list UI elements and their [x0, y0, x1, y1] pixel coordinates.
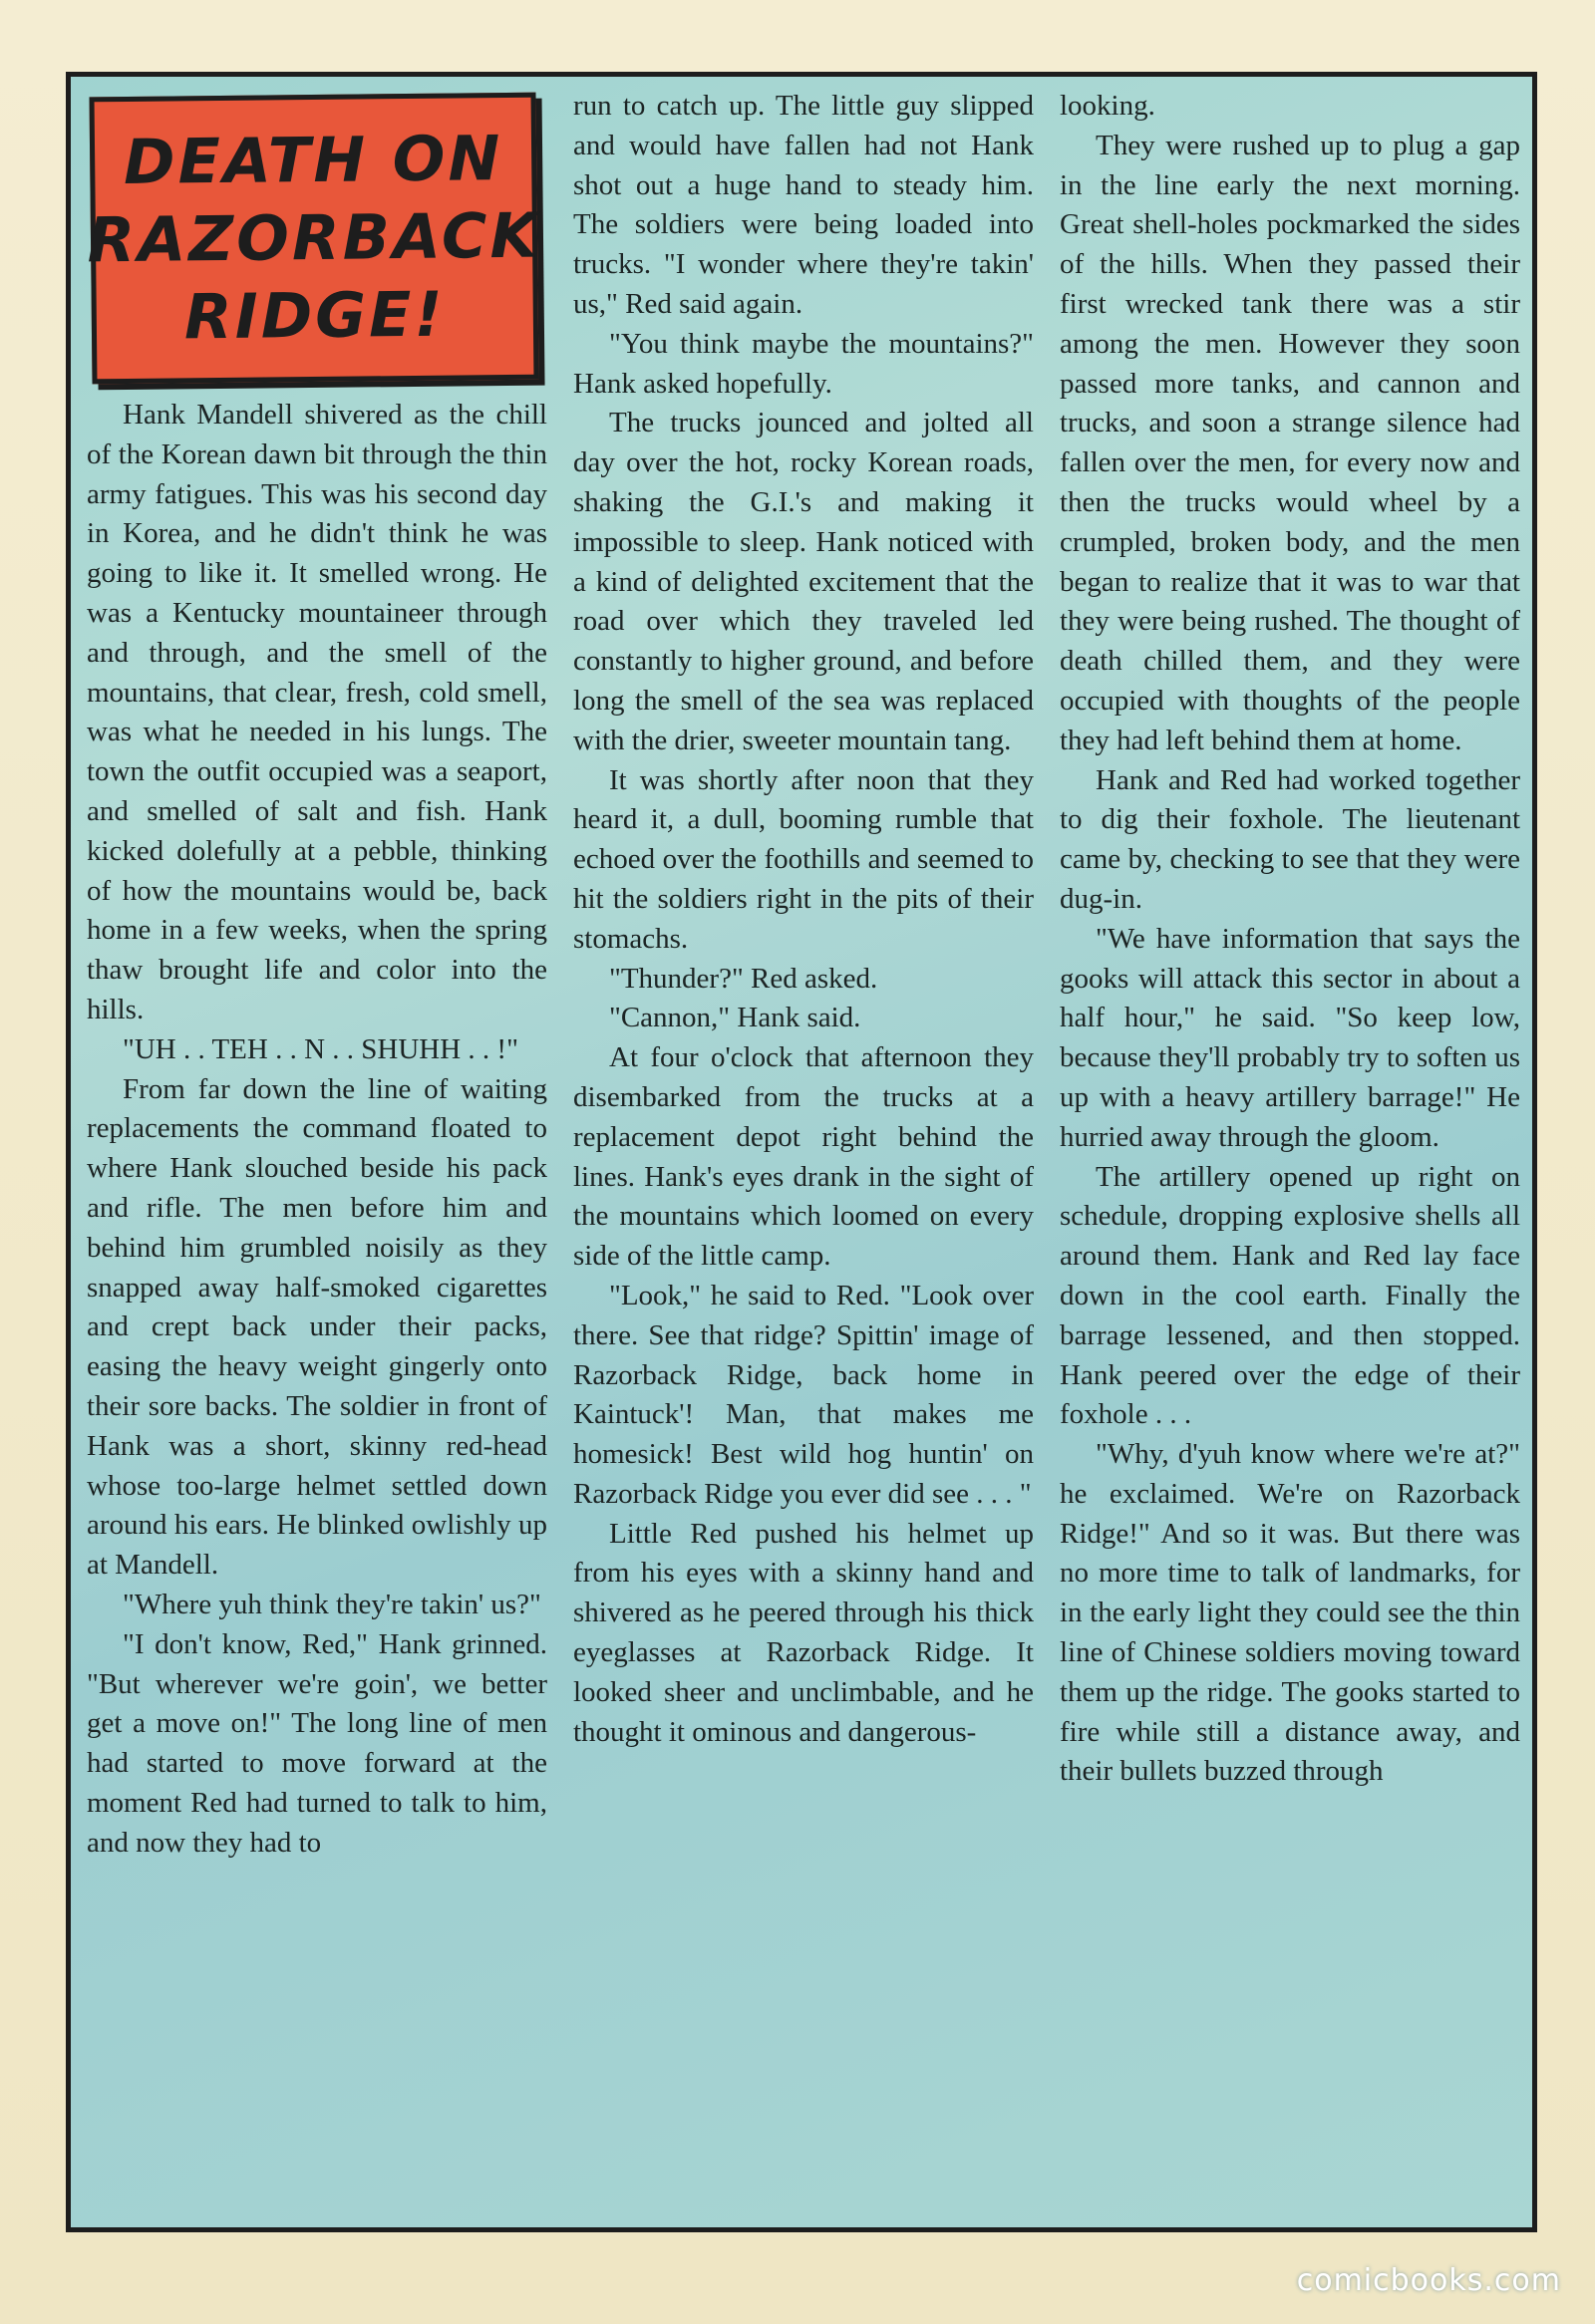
story-title: DEATH ON RAZORBACK RIDGE! — [87, 122, 541, 354]
paragraph: They were rushed up to plug a gap in the line early the next morning. Great shell-holes pockmarked the sides of the hills. When they passed their first wrecked tank there was a stir among the men. However they soon passed more tanks, and cannon and trucks, and soon a strange silence had fallen over the men, for every now and then the trucks would wheel by a crumpled, broken body, and the men began to realize that it was to war that they were being rushed. The thought of death chilled them, and they were occupied with thoughts of the people they had left behind them at home. — [1060, 129, 1520, 756]
paragraph: "You think maybe the mountains?" Hank asked hopefully. — [573, 327, 1034, 400]
paragraph: "UH . . TEH . . N . . SHUHH . . !" — [123, 1032, 518, 1065]
paragraph: Hank Mandell shivered as the chill of the Korean dawn bit through the thin army fatigues. This was his second day in Korea, and he didn't think he was going to like it. It smelled wrong. He was a Kentucky mountaineer through and through, and the smell of the mountains, that clear, fresh, cold smell, was what he needed in his lungs. The town the outfit occupied was a seaport, and smelled of salt and fish. Hank kicked dolefully at a pebble, thinking of how the mountains would be, back home in a few weeks, when the spring thaw brought life and color into the hills. — [87, 399, 547, 1025]
column-2 — [573, 87, 1034, 2229]
column-3 — [1060, 87, 1520, 2229]
paragraph: "We have information that says the gooks will attack this sector in about a half hour," he said. "So keep low, because they'll probably try to soften us up with a heavy artillery barrage!" He hurried away through the gloom. — [1060, 922, 1520, 1153]
paragraph: Hank and Red had worked together to dig their foxhole. The lieutenant came by, checking to see that they were dug-in. — [1060, 763, 1520, 915]
paragraph: "I don't know, Red," Hank grinned. "But wherever we're goin', we better get a move on!" The long line of men had started to move forward at the moment Red had turned to talk to him, and now they had to — [87, 1627, 547, 1859]
paragraph: run to catch up. The little guy slipped and would have fallen had not Hank shot out a huge hand to steady him. The soldiers were being loaded into trucks. "I wonder where they're takin' us," Red said again. — [573, 90, 1034, 320]
paragraph: "Look," he said to Red. "Look over there. See that ridge? Spittin' image of Razorback Ridge, back home in Kaintuck'! Man, that makes me homesick! Best wild hog huntin' on Razorback Ridge you ever did see . . . " — [573, 1279, 1034, 1510]
title-box — [87, 93, 541, 385]
paragraph: It was shortly after noon that they heard it, a dull, booming rumble that echoed over the foothills and seemed to hit the soldiers right in the pits of their stomachs. — [573, 763, 1034, 955]
paragraph: From far down the line of waiting replacements the command floated to where Hank slouched beside his pack and rifle. The men before him and behind him grumbled noisily as they snapped away half-smoked cigarettes and crept back under their packs, easing the heavy weight gingerly onto their sore backs. The soldier in front of Hank was a short, skinny red-head whose too-large helmet settled down around his ears. He blinked owlishly up at Mandell. — [87, 1072, 547, 1582]
text-columns — [87, 87, 1522, 2229]
paragraph: looking. — [1060, 90, 1155, 122]
paragraph: The trucks jounced and jolted all day over the hot, rocky Korean roads, shaking the G.I.'s and making it impossible to sleep. Hank noticed with a kind of delighted excitement that the road over which they traveled led constantly to higher ground, and before long the smell of the sea was replaced with the drier, sweeter mountain tang. — [573, 407, 1034, 756]
paragraph: Little Red pushed his helmet up from his eyes with a skinny hand and shivered as he peered through his thick eyeglasses at Razorback Ridge. It looked sheer and unclimbable, and he thought it ominous and dangerous- — [573, 1517, 1034, 1748]
watermark-text: comicbooks.com — [1296, 2263, 1561, 2298]
column-1 — [87, 87, 547, 2229]
paragraph: "Cannon," Hank said. — [609, 1002, 861, 1034]
paragraph: "Why, d'yuh know where we're at?" he exclaimed. We're on Razorback Ridge!" And so it was. But there was no more time to talk of landmarks, for in the early light they could see the thin line of Chinese soldiers moving toward them up the ridge. The gooks started to fire while still a distance away, and their bullets buzzed through — [1060, 1438, 1520, 1788]
paragraph: "Where yuh think they're takin' us?" — [123, 1588, 541, 1620]
story-panel — [66, 72, 1537, 2232]
paragraph: The artillery opened up right on schedule, dropping explosive shells all around them. Hank and Red lay face down in the cool earth. Finally the barrage lessened, and then stopped. Hank peered over the edge of their foxhole . . . — [1060, 1160, 1520, 1431]
paragraph: At four o'clock that afternoon they disembarked from the trucks at a replacement depot right behind the lines. Hank's eyes drank in the sight of the mountains which loomed on every side of the little camp. — [573, 1041, 1034, 1273]
paragraph: "Thunder?" Red asked. — [609, 962, 878, 995]
